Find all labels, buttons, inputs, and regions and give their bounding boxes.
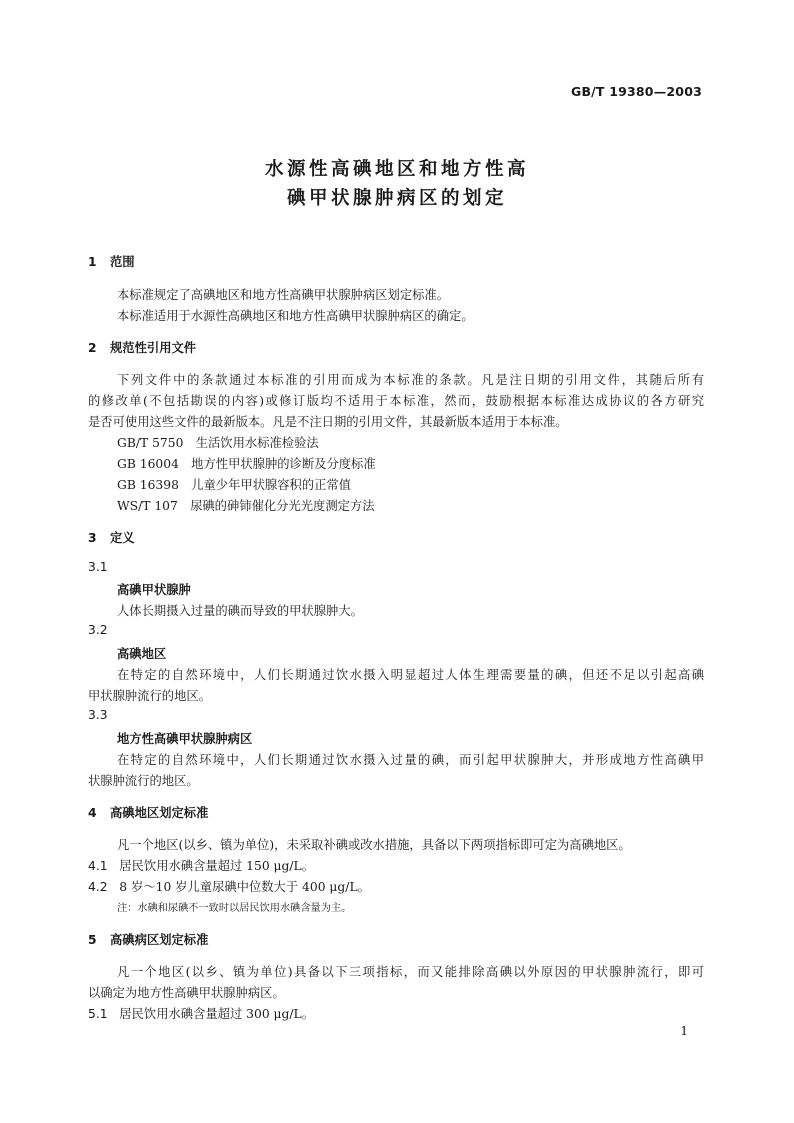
definition-3-3-text-line-1: 在特定的自然环境中，人们长期通过饮水摄入过量的碘，而引起甲状腺肿大，并形成地方性高碘甲 [117,753,704,767]
section-5-number: 5 [88,933,97,947]
definition-3-2-text-line-2: 甲状腺肿流行的地区。 [88,689,211,703]
section-2-paragraph-line-2: 的修改单(不包括勘误的内容)或修订版均不适用于本标准，然而，鼓励根据本标准达成协议的各方研究 [88,394,704,408]
definition-3-3-term: 地方性高碘甲状腺肿病区 [117,732,253,746]
section-4-paragraph: 凡一个地区(以乡、镇为单位)，未采取补碘或改水措施，具备以下两项指标即可定为高碘地区。 [117,838,631,852]
clause-5-1-number: 5.1 [88,1007,108,1021]
reference-item: GB 16004 地方性甲状腺肿的诊断及分度标准 [117,457,376,471]
clause-5-1-text: 居民饮用水碘含量超过 300 μg/L。 [119,1007,315,1021]
definition-3-1-text: 人体长期摄入过量的碘而导致的甲状腺肿大。 [117,604,363,618]
section-1-number: 1 [88,255,97,269]
definition-3-1-number: 3.1 [88,560,108,574]
reference-item: WS/T 107 尿碘的砷铈催化分光光度测定方法 [117,499,375,513]
clause-4-2 [88,877,370,895]
section-4-heading [88,803,208,821]
reference-item: GB/T 5750 生活饮用水标准检验法 [117,436,319,450]
clause-4-1 [88,856,314,874]
standard-code: GB/T 19380—2003 [570,84,702,99]
section-4-title: 高碘地区划定标准 [110,806,209,820]
section-3-heading [88,528,135,546]
section-1-paragraph-1: 本标准规定了高碘地区和地方性高碘甲状腺肿病区划定标准。 [117,288,450,302]
section-5-heading [88,930,208,948]
section-3-title: 定义 [110,531,135,545]
clause-4-1-number: 4.1 [88,859,108,873]
document-title-line1: 水源性高碘地区和地方性高 [264,159,529,180]
section-2-number: 2 [88,341,97,355]
section-2-paragraph-line-1: 下列文件中的条款通过本标准的引用而成为本标准的条款。凡是注日期的引用文件，其随后所有 [117,373,704,387]
section-4-number: 4 [88,806,97,820]
definition-3-3-text-line-2: 状腺肿流行的地区。 [88,774,199,788]
section-5-paragraph-line-1: 凡一个地区(以乡、镇为单位)具备以下三项指标，而又能排除高碘以外原因的甲状腺肿流行，即可 [117,965,704,979]
clause-5-1 [88,1004,314,1022]
definition-3-2-term: 高碘地区 [117,647,167,661]
section-2-paragraph-line-3: 是否可使用这些文件的最新版本。凡是不注日期的引用文件，其最新版本适用于本标准。 [88,415,568,429]
section-3-number: 3 [88,531,97,545]
section-1-title: 范围 [110,255,135,269]
section-1-paragraph-2: 本标准适用于水源性高碘地区和地方性高碘甲状腺肿病区的确定。 [117,309,474,323]
definition-3-2-text-line-1: 在特定的自然环境中，人们长期通过饮水摄入明显超过人体生理需要量的碘，但还不足以引起高碘 [117,668,704,682]
clause-4-2-number: 4.2 [88,880,108,894]
section-1-heading [88,252,135,270]
definition-3-1-term: 高碘甲状腺肿 [117,583,191,597]
clause-4-1-text: 居民饮用水碘含量超过 150 μg/L。 [119,859,315,873]
section-4-note: 注：水碘和尿碘不一致时以居民饮用水碘含量为主。 [117,903,352,914]
section-2-heading [88,338,196,356]
page-number: 1 [680,1024,688,1038]
section-5-paragraph-line-2: 以确定为地方性高碘甲状腺肿病区。 [88,986,285,1000]
document-title-line2: 碘甲状腺肿病区的划定 [286,188,507,209]
section-5-title: 高碘病区划定标准 [110,933,209,947]
section-2-title: 规范性引用文件 [110,341,197,355]
definition-3-3-number: 3.3 [88,708,108,722]
clause-4-2-text: 8 岁～10 岁儿童尿碘中位数大于 400 μg/L。 [119,880,370,894]
definition-3-2-number: 3.2 [88,623,108,637]
reference-item: GB 16398 儿童少年甲状腺容积的正常值 [117,478,352,492]
